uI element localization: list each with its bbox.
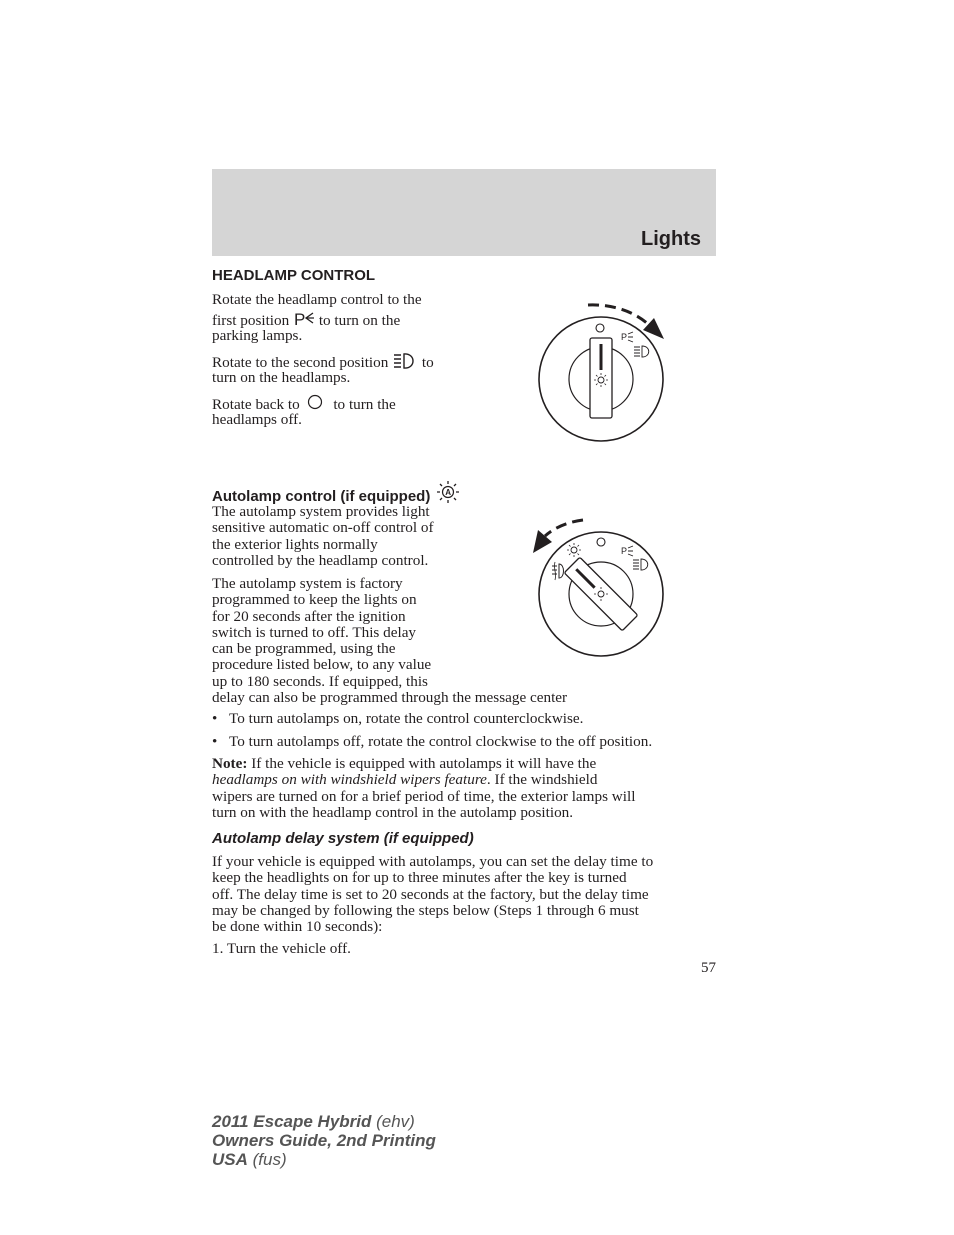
footer-model-code: (ehv) (371, 1112, 415, 1131)
headlamp-p2-line2: turn on the headlamps. (212, 369, 351, 386)
note-line1-text: If the vehicle is equipped with autolamps it will have the (251, 755, 597, 772)
headlamp-p1-line3: parking lamps. (212, 327, 303, 344)
autolamp-p2-line: programmed to keep the lights on (212, 591, 417, 609)
note-line4: turn on with the headlamp control in the autolamp position. (212, 803, 574, 821)
section-header-band (212, 169, 716, 256)
delay-p1-line: keep the headlights on for up to three minutes after the key is turned (212, 869, 627, 887)
delay-p1-line: may be changed by following the steps below (Steps 1 through 6 must (212, 901, 639, 919)
autolamp-p1 (212, 504, 434, 569)
headlamp-p1-line2-pre: first position (212, 312, 290, 329)
footer-region: USA (212, 1150, 248, 1169)
note-line2-text: . If the windshield (486, 771, 598, 789)
delay-p1-line: off. The delay time is set to 20 seconds at the factory, but the delay time (212, 885, 649, 903)
autolamp-p2-line: The autolamp system is factory (212, 575, 403, 592)
autolamp-p2-line: switch is turned to off. This delay (212, 623, 417, 641)
autolamp-p2-line: can be programmed, using the (212, 640, 396, 658)
figure1-parking-label: P (621, 332, 628, 342)
autolamp-p2 (212, 576, 567, 706)
note-feature-name: headlamps on with windshield wipers feature (212, 771, 487, 789)
note-line1 (212, 756, 635, 772)
autolamp-control-heading: Autolamp control (if equipped) (212, 488, 431, 505)
headlamp-control-heading: HEADLAMP CONTROL (212, 267, 376, 284)
delay-p1-line: be done within 10 seconds): (212, 918, 383, 936)
headlamp-control-figure (530, 296, 680, 448)
autolamp-p2-line: procedure listed below, to any value (212, 656, 432, 674)
footer-region-code: (fus) (247, 1150, 287, 1169)
figure2-parking-label: P (621, 546, 628, 556)
autolamp-p2-line: delay can also be programmed through the message center (212, 689, 568, 707)
headlamp-p1-line2-post: to turn on the (318, 312, 401, 329)
headlamp-p1-line1: Rotate the headlamp control to the (212, 291, 422, 308)
svg-text:A: A (444, 488, 451, 497)
autolamp-p1-line: sensitive automatic on-off control of (212, 519, 434, 537)
footer-guide: Owners Guide, 2nd Printing (212, 1131, 436, 1150)
autolamp-p2-line: for 20 seconds after the ignition (212, 607, 406, 625)
svg-text:P: P (294, 310, 306, 328)
document-footer (212, 1112, 436, 1169)
bullet-text: To turn autolamps on, rotate the control counterclockwise. (229, 710, 584, 727)
note-line2 (212, 772, 635, 788)
autolamp-p1-line: controlled by the headlamp control. (212, 551, 429, 569)
footer-line3 (212, 1150, 436, 1169)
rotation-arrow-icon (545, 520, 583, 536)
autolamp-delay-p1 (212, 854, 653, 935)
footer-line2 (212, 1131, 436, 1150)
footer-line1 (212, 1112, 436, 1131)
headlamp-p3-line1-pre: Rotate back to (212, 396, 300, 413)
delay-p1-line: If your vehicle is equipped with autolamps, you can set the delay time to (212, 853, 654, 870)
list-item: • To turn autolamps on, rotate the control counterclockwise. (212, 710, 584, 727)
autolamp-icon (435, 480, 461, 508)
autolamp-delay-heading: Autolamp delay system (if equipped) (212, 830, 474, 847)
headlamp-p2-line1-pre: Rotate to the second position (212, 354, 389, 371)
off-circle-icon (304, 394, 330, 416)
list-item: • To turn autolamps off, rotate the control clockwise to the off position. (212, 733, 653, 750)
headlamp-icon (392, 352, 418, 374)
headlamp-p2-line1-post: to (421, 354, 434, 371)
section-title: Lights (641, 228, 701, 250)
headlamp-p3-line2: headlamps off. (212, 411, 302, 428)
note-block (212, 756, 635, 821)
autolamp-p1-line: the exterior lights normally (212, 535, 378, 553)
footer-model: 2011 Escape Hybrid (212, 1112, 372, 1131)
autolamp-p2-line: up to 180 seconds. If equipped, this (212, 672, 428, 690)
autolamp-p1-line: The autolamp system provides light (212, 503, 430, 520)
autolamp-control-figure (525, 512, 670, 660)
page-number: 57 (701, 960, 716, 976)
step-1: 1. Turn the vehicle off. (212, 940, 351, 957)
note-label: Note: (212, 755, 248, 772)
note-line3: wipers are turned on for a brief period of time, the exterior lamps will (212, 787, 636, 805)
bullet-text: To turn autolamps off, rotate the control clockwise to the off position. (229, 733, 653, 750)
headlamp-p3-line1-post: to turn the (333, 396, 396, 413)
